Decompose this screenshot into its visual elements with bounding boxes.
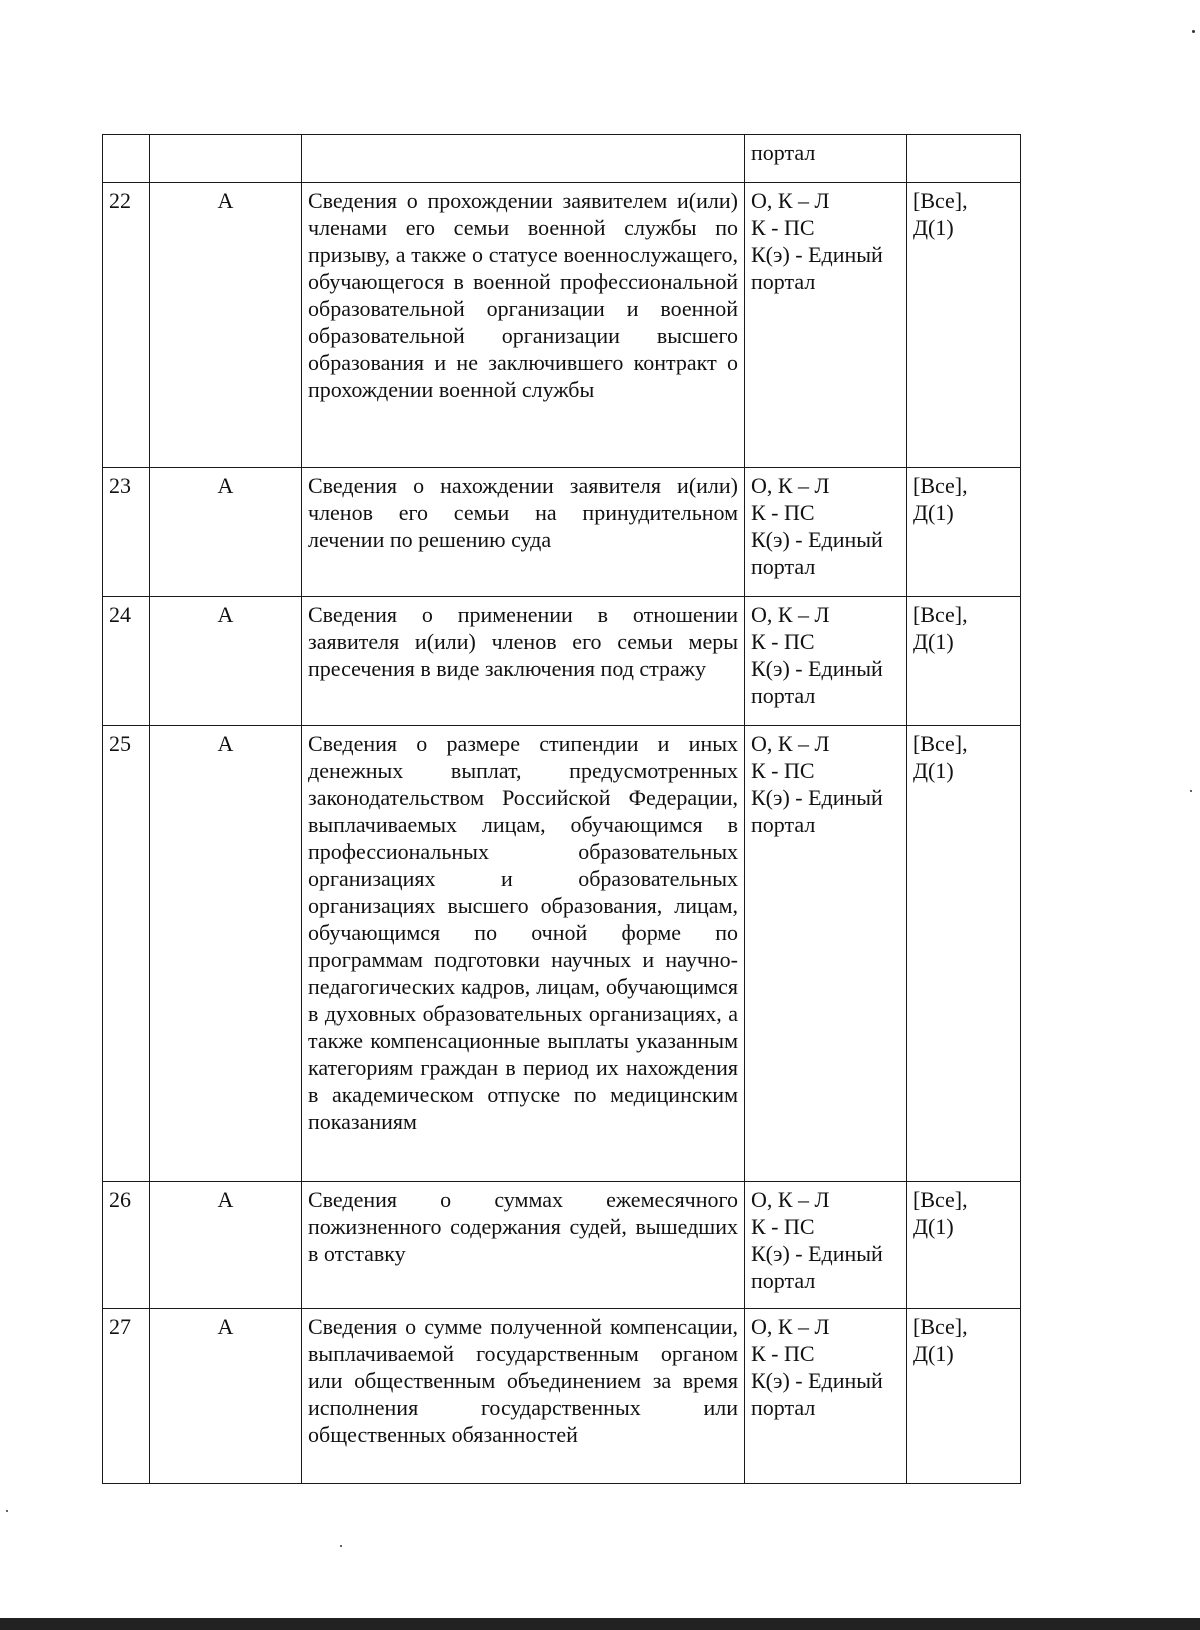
- row-source-cell: [745, 183, 907, 468]
- row-source-cell: [745, 1309, 907, 1484]
- note-line: [Все],: [913, 473, 968, 498]
- row-description-cell: Сведения о применении в отношении заявителя и(или) членов его семьи меры пресечения в виде заключения под стражу: [302, 597, 745, 726]
- source-line: портал: [751, 812, 816, 837]
- row-source-cell: [745, 726, 907, 1182]
- source-line: портал: [751, 1268, 816, 1293]
- table-row: [103, 597, 1021, 726]
- row-source-cell: [745, 468, 907, 597]
- note-line: Д(1): [913, 1214, 954, 1239]
- source-line: портал: [751, 683, 816, 708]
- scan-speck: [340, 1545, 342, 1547]
- note-line: [Все],: [913, 602, 968, 627]
- note-line: [Все],: [913, 1187, 968, 1212]
- scan-speck: [1192, 30, 1195, 33]
- source-line: К(э) - Единый: [751, 527, 883, 552]
- row-type-cell: А: [150, 1182, 302, 1309]
- row-note-cell: [907, 468, 1021, 597]
- row-number-cell: 26: [103, 1182, 150, 1309]
- source-line: О, К – Л: [751, 1314, 830, 1339]
- row-type-cell: А: [150, 726, 302, 1182]
- row-description-cell: Сведения о суммах ежемесячного пожизненного содержания судей, вышедших в отставку: [302, 1182, 745, 1309]
- table-row: [103, 468, 1021, 597]
- table-row: [103, 1309, 1021, 1484]
- source-line: К(э) - Единый: [751, 656, 883, 681]
- note-line: [Все],: [913, 188, 968, 213]
- source-line: К(э) - Единый: [751, 1368, 883, 1393]
- note-line: Д(1): [913, 500, 954, 525]
- table-row: [103, 183, 1021, 468]
- note-line: Д(1): [913, 215, 954, 240]
- source-line: О, К – Л: [751, 1187, 830, 1212]
- source-line: портал: [751, 554, 816, 579]
- row-description-cell: [302, 135, 745, 183]
- source-line: К - ПС: [751, 500, 815, 525]
- source-line: О, К – Л: [751, 731, 830, 756]
- row-number-cell: 25: [103, 726, 150, 1182]
- note-line: Д(1): [913, 629, 954, 654]
- row-type-cell: А: [150, 597, 302, 726]
- row-description-cell: Сведения о прохождении заявителем и(или) членами его семьи военной службы по призыву, а также о статусе военнослужащего, обучающегося в военной профессиональной образовательной организации и военной образовательной организации высшего образования и не заключившего контракт о прохождении военной службы: [302, 183, 745, 468]
- row-note-cell: [907, 597, 1021, 726]
- note-line: [Все],: [913, 1314, 968, 1339]
- row-description-cell: Сведения о сумме полученной компенсации, выплачиваемой государственным органом или общественным объединением за время исполнения государственных или общественных обязанностей: [302, 1309, 745, 1484]
- row-type-cell: [150, 135, 302, 183]
- source-line: О, К – Л: [751, 473, 830, 498]
- note-line: Д(1): [913, 758, 954, 783]
- row-note-cell: [907, 726, 1021, 1182]
- source-line: портал: [751, 269, 816, 294]
- table-row-continuation: [103, 135, 1021, 183]
- table-row: [103, 1182, 1021, 1309]
- row-note-cell: [907, 183, 1021, 468]
- row-note-cell: [907, 1309, 1021, 1484]
- row-type-cell: А: [150, 1309, 302, 1484]
- row-number-cell: 22: [103, 183, 150, 468]
- row-number-cell: 23: [103, 468, 150, 597]
- source-line: портал: [751, 140, 816, 165]
- source-line: К(э) - Единый: [751, 1241, 883, 1266]
- scan-speck: [1190, 790, 1192, 792]
- source-line: К - ПС: [751, 1214, 815, 1239]
- source-line: К(э) - Единый: [751, 785, 883, 810]
- row-source-cell: [745, 1182, 907, 1309]
- row-note-cell: [907, 1182, 1021, 1309]
- note-line: Д(1): [913, 1341, 954, 1366]
- row-number-cell: 24: [103, 597, 150, 726]
- row-description-cell: Сведения о нахождении заявителя и(или) членов его семьи на принудительном лечении по решению суда: [302, 468, 745, 597]
- note-line: [Все],: [913, 731, 968, 756]
- row-type-cell: А: [150, 468, 302, 597]
- source-line: К(э) - Единый: [751, 242, 883, 267]
- row-type-cell: А: [150, 183, 302, 468]
- scan-edge-band: [0, 1618, 1200, 1630]
- source-line: К - ПС: [751, 629, 815, 654]
- row-source-cell: [745, 135, 907, 183]
- scan-speck: [6, 1510, 8, 1512]
- row-description-cell: Сведения о размере стипендии и иных денежных выплат, предусмотренных законодательством Российской Федерации, выплачиваемых лицам, обучающимся в профессиональных образовательных организациях и образовательных организациях высшего образования, лицам, обучающимся по очной форме по программам подготовки научных и научно-педагогических кадров, лицам, обучающимся в духовных образовательных организациях, а также компенсационные выплаты указанным категориям граждан в период их нахождения в академическом отпуске по медицинским показаниям: [302, 726, 745, 1182]
- row-number-cell: 27: [103, 1309, 150, 1484]
- source-line: О, К – Л: [751, 602, 830, 627]
- source-line: О, К – Л: [751, 188, 830, 213]
- row-note-cell: [907, 135, 1021, 183]
- source-line: К - ПС: [751, 758, 815, 783]
- source-line: К - ПС: [751, 215, 815, 240]
- row-number-cell: [103, 135, 150, 183]
- services-table: [102, 134, 1021, 1484]
- row-source-cell: [745, 597, 907, 726]
- table-row: [103, 726, 1021, 1182]
- source-line: портал: [751, 1395, 816, 1420]
- source-line: К - ПС: [751, 1341, 815, 1366]
